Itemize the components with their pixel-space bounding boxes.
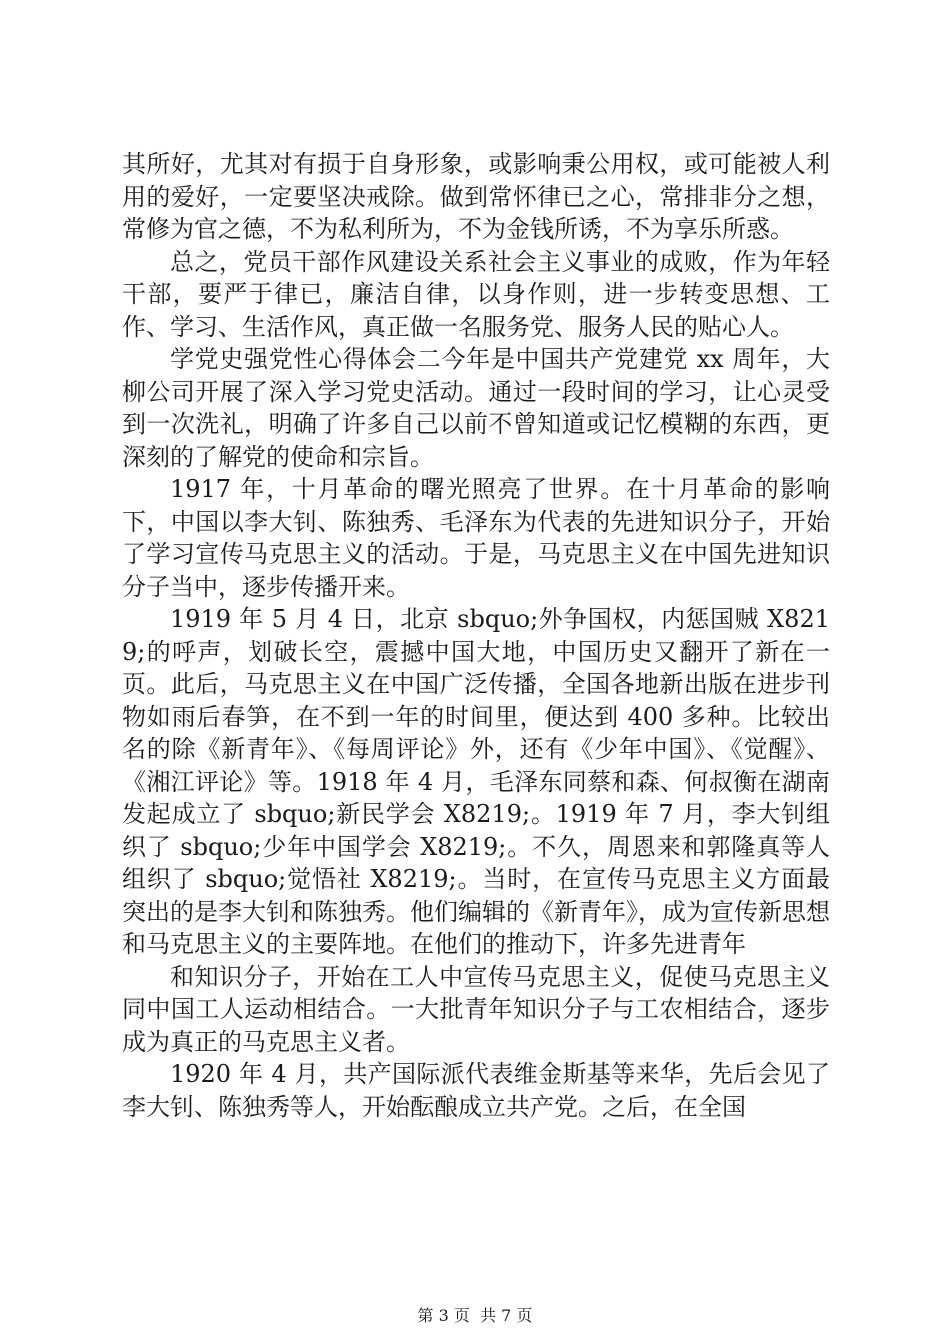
paragraph-6: 和知识分子，开始在工人中宣传马克思主义，促使马克思主义同中国工人运动相结合。一大批青年知识分子与工农相结合，逐步成为真正的马克思主义者。 <box>122 962 830 1056</box>
paragraph-3: 学党史强党性心得体会二今年是中国共产党建党 xx 周年，大柳公司开展了深入学习党史活动。通过一段时间的学习，让心灵受到一次洗礼，明确了许多自己以前不曾知道或记忆模糊的东西，更深刻的了解党的使命和宗旨。 <box>122 345 830 471</box>
page-footer: 第 3 页 共 7 页 <box>417 1306 533 1325</box>
paragraph-2: 总之，党员干部作风建设关系社会主义事业的成败，作为年轻干部，要严于律已，廉洁自律，以身作则，进一步转变思想、工作、学习、生活作风，真正做一名服务党、服务人民的贴心人。 <box>122 247 830 341</box>
paragraph-4: 1917 年，十月革命的曙光照亮了世界。在十月革命的影响下，中国以李大钊、陈独秀、毛泽东为代表的先进知识分子，开始了学习宣传马克思主义的活动。于是，马克思主义在中国先进知识分子当中，逐步传播开来。 <box>122 475 830 601</box>
paragraph-1: 其所好，尤其对有损于自身形象，或影响秉公用权，或可能被人利用的爱好，一定要坚决戒除。做到常怀律已之心，常排非分之想，常修为官之德，不为私利所为，不为金钱所诱，不为享乐所惑。 <box>122 150 830 243</box>
paragraph-7: 1920 年 4 月，共产国际派代表维金斯基等来华，先后会见了李大钊、陈独秀等人，开始酝酿成立共产党。之后，在全国 <box>122 1060 830 1121</box>
paragraph-5: 1919 年 5 月 4 日，北京 sbquo;外争国权，内惩国贼 X8219;的呼声，划破长空，震撼中国大地，中国历史又翻开了新在一页。此后，马克思主义在中国广泛传播，全国各地新出版在进步刊物如雨后春笋，在不到一年的时间里，便达到 400 多种。比较出名的除《新青年》、《每周评论》外，还有《少年中国》、《觉醒》、《湘江评论》等。1918 年 4 月，毛泽东同蔡和森、何叔衡在湖南发起成立了 sbquo;新民学会 X8219;。1919 年 7 月，李大钊组织了 sbquo;少年中国学会 X8219;。不久，周恩来和郭隆真等人组织了 sbquo;觉悟社 X8219;。当时，在宣传马克思主义方面最突出的是李大钊和陈独秀。他们编辑的《新青年》，成为宣传新思想和马克思主义的主要阵地。在他们的推动下，许多先进青年 <box>122 605 830 958</box>
document-body <box>122 148 830 1123</box>
